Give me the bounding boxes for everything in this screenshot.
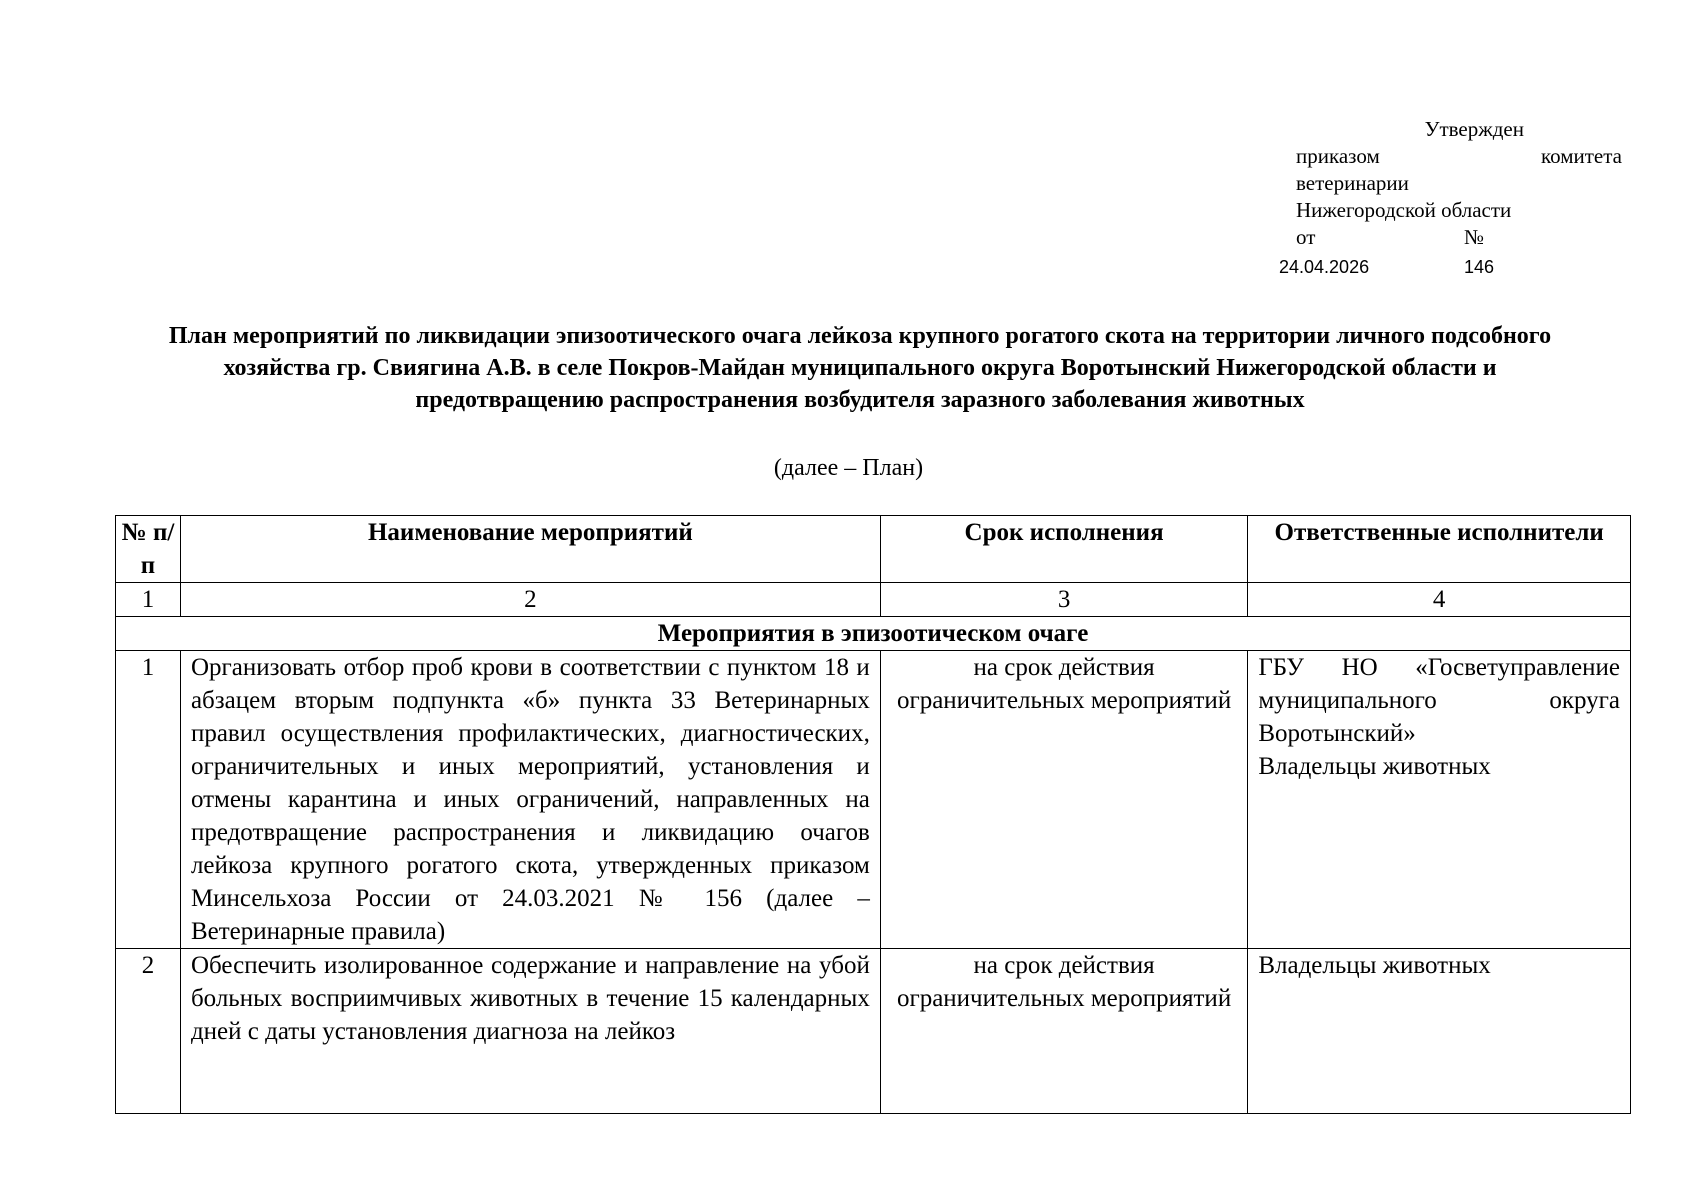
row-deadline: на срок действия ограничительных мероприятий bbox=[880, 651, 1248, 949]
approval-number-value: 146 bbox=[1464, 257, 1495, 277]
row-responsible bbox=[1248, 651, 1631, 949]
approval-region: Нижегородской области bbox=[1296, 198, 1512, 222]
approval-order-word: приказом bbox=[1296, 144, 1380, 168]
row-responsible bbox=[1248, 949, 1631, 1114]
header-deadline: Срок исполнения bbox=[880, 516, 1248, 583]
approval-vet: ветеринарии bbox=[1296, 171, 1409, 195]
column-number: 2 bbox=[180, 583, 880, 617]
approval-committee-word: комитета bbox=[1540, 144, 1622, 168]
row-action: Организовать отбор проб крови в соответствии с пунктом 18 и абзацем вторым подпункта «б» пункта 33 Ветеринарных правил осуществления профилактических, диагностических, ограничительных и иных мероприятий, установления и отмены карантина и иных ограничений, направленных на предотвращение распространения и ликвидацию очагов лейкоза крупного рогатого скота, утвержденных приказом Минсельхоза России от 24.03.2021 № 156 (далее – Ветеринарные правила) bbox=[180, 651, 880, 949]
approval-order-line bbox=[1296, 143, 1622, 170]
approval-from-word: от bbox=[1296, 225, 1316, 249]
responsible-org: ГБУ НО «Госветуправление муниципального округа Воротынский» bbox=[1258, 654, 1620, 747]
document-title: План мероприятий по ликвидации эпизоотического очага лейкоза крупного рогатого скота на территории личного подсобного хозяйства гр. Свиягина А.В. в селе Покров-Майдан муниципального округа Воротынский Нижегородской области и предотвращению распространения возбудителя заразного заболевания животных bbox=[168, 323, 1552, 413]
row-number: 1 bbox=[116, 651, 181, 949]
table-row bbox=[116, 949, 1631, 1114]
approval-date-value: 24.04.2026 bbox=[1279, 257, 1370, 277]
row-action: Обеспечить изолированное содержание и направление на убой больных восприимчивых животных в течение 15 календарных дней с даты установления диагноза на лейкоз bbox=[180, 949, 880, 1114]
header-responsible: Ответственные исполнители bbox=[1248, 516, 1631, 583]
approval-approved: Утвержден bbox=[1424, 117, 1524, 141]
table-row bbox=[116, 651, 1631, 949]
column-number: 3 bbox=[880, 583, 1248, 617]
row-deadline: на срок действия ограничительных мероприятий bbox=[880, 949, 1248, 1114]
section-title: Мероприятия в эпизоотическом очаге bbox=[116, 617, 1631, 651]
responsible-owners: Владельцы животных bbox=[1258, 952, 1491, 979]
header-number: № п/п bbox=[116, 516, 181, 583]
table-header-row bbox=[116, 516, 1631, 583]
row-number: 2 bbox=[116, 949, 181, 1114]
column-number: 4 bbox=[1248, 583, 1631, 617]
column-number-row bbox=[116, 583, 1631, 617]
approval-date-line bbox=[1296, 224, 1622, 251]
document-subtitle: (далее – План) bbox=[773, 455, 924, 481]
responsible-owners: Владельцы животных bbox=[1258, 753, 1491, 780]
section-row bbox=[116, 617, 1631, 651]
approval-stamp bbox=[1279, 116, 1622, 277]
column-number: 1 bbox=[116, 583, 181, 617]
header-action: Наименование мероприятий bbox=[180, 516, 880, 583]
plan-table bbox=[115, 515, 1631, 1114]
approval-number-sign: № bbox=[1464, 225, 1485, 249]
